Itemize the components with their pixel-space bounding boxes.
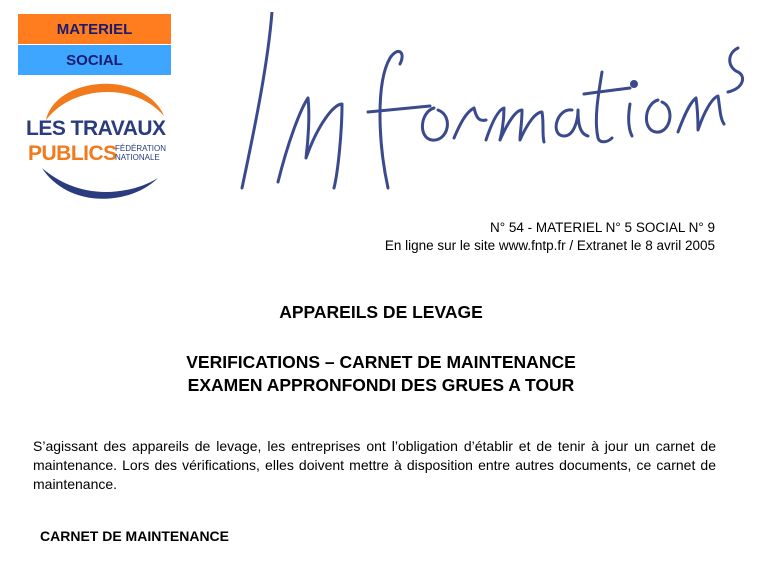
fntp-logo [22,82,172,202]
issue-online-date: En ligne sur le site www.fntp.fr / Extranet le 8 avril 2005 [384,238,715,253]
sub-heading-line1: VERIFICATIONS – CARNET DE MAINTENANCE [186,352,576,372]
informations-script-title [238,12,748,202]
tag-materiel: MATERIEL [18,14,171,44]
sub-heading-line2: EXAMEN APPRONFONDI DES GRUES A TOUR [187,375,575,395]
tag-social: SOCIAL [18,45,171,75]
main-heading: APPAREILS DE LEVAGE [279,302,483,322]
intro-paragraph: S’agissant des appareils de levage, les entreprises ont l’obligation d’établir et de tenir à jour un carnet de maintenance. Lors des vérifications, elles doivent mettre à disposition entre autres documents, ce carnet de maintenance. [33,438,716,492]
section-title: CARNET DE MAINTENANCE [40,528,229,544]
logo-federation-text: FÉDÉRATION NATIONALE [115,144,166,162]
logo-text-line1: LES TRAVAUX [26,117,166,140]
logo-text-line2: PUBLICS [28,142,117,165]
issue-number: N° 54 - MATERIEL N° 5 SOCIAL N° 9 [489,220,715,235]
issue-info [385,219,715,255]
sub-heading [0,351,762,397]
